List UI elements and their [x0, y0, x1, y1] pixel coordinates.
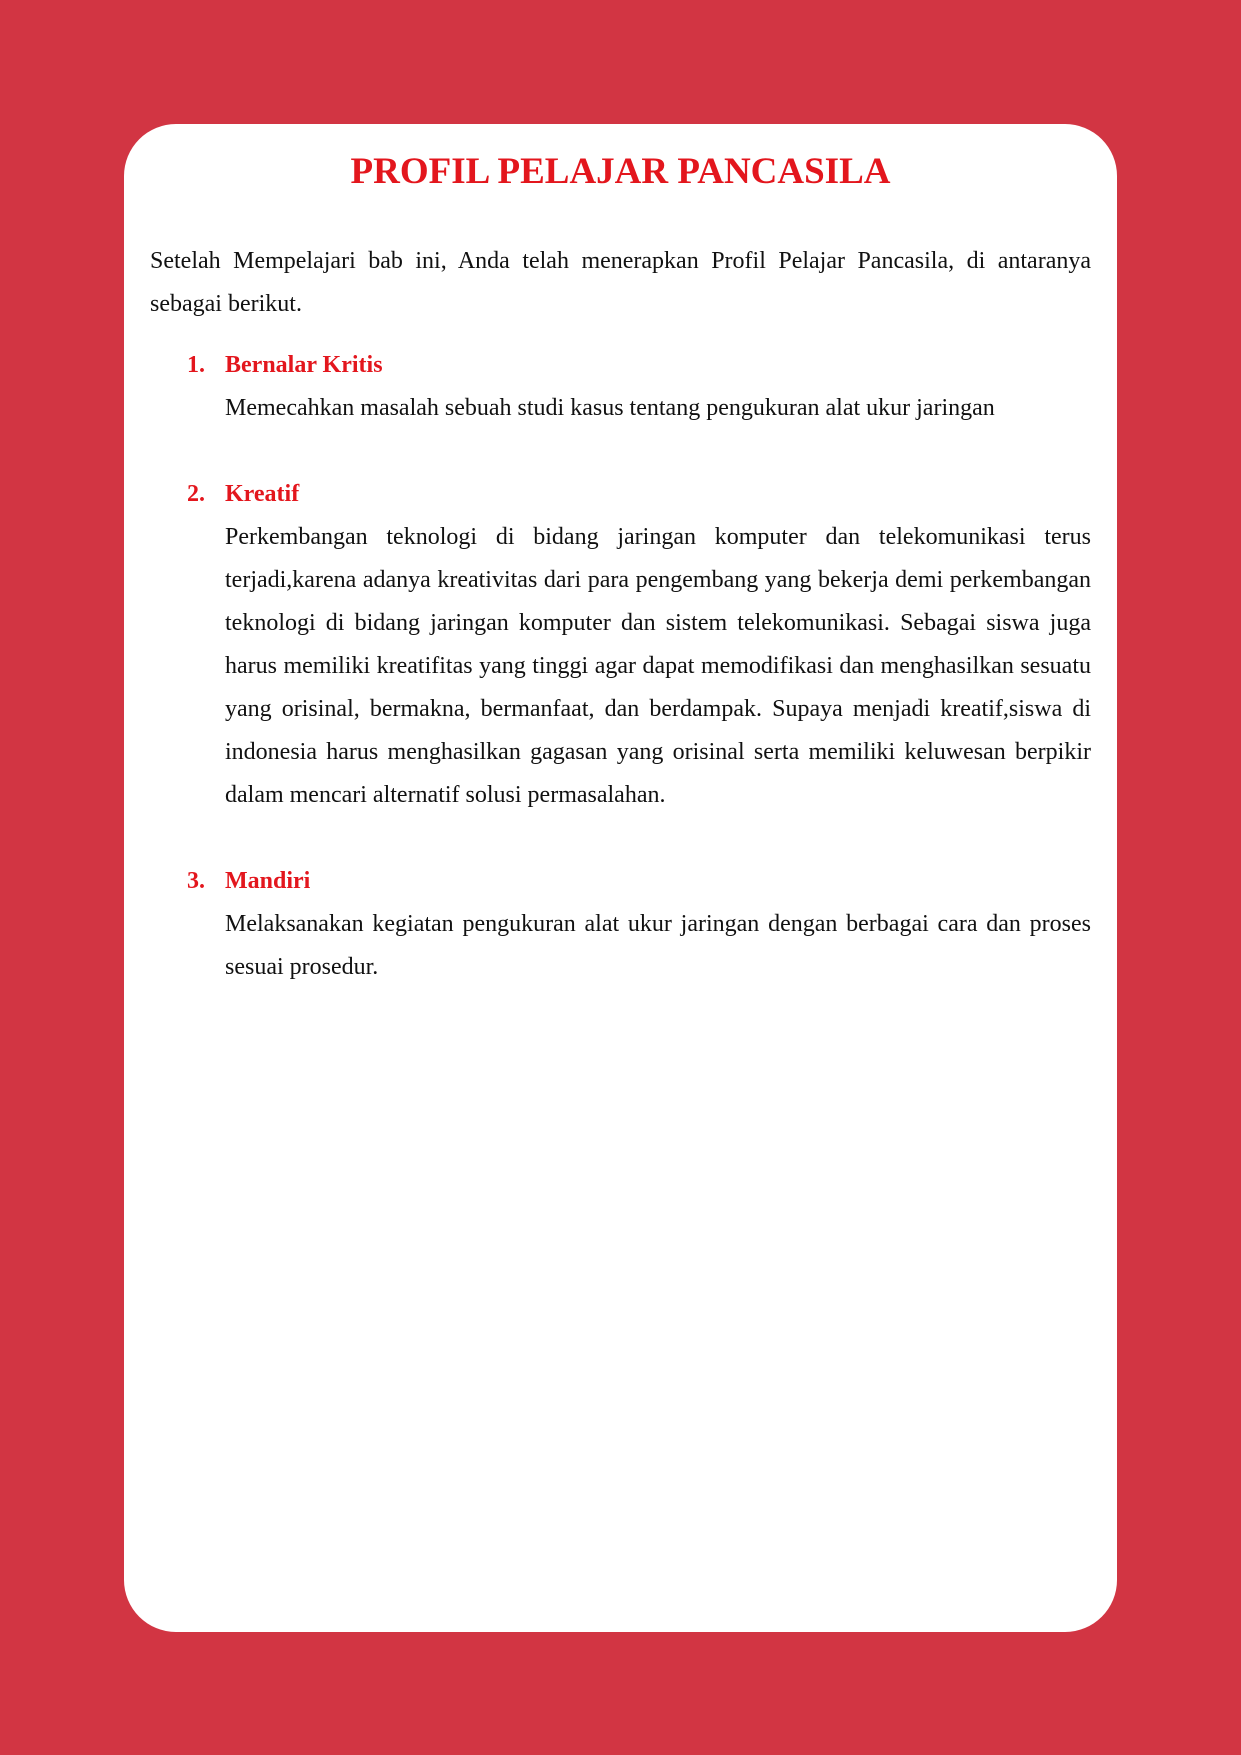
intro-paragraph: Setelah Mempelajari bab ini, Anda telah menerapkan Profil Pelajar Pancasila, di antaranya sebagai berikut. [150, 248, 1091, 317]
content-card [124, 124, 1117, 1632]
item-number: 1. [187, 352, 205, 378]
item-heading: Bernalar Kritis [225, 352, 383, 378]
profile-list [150, 344, 1091, 989]
item-number: 2. [187, 481, 205, 507]
item-heading: Mandiri [225, 868, 311, 894]
list-item [187, 473, 1091, 817]
item-text: Memecahkan masalah sebuah studi kasus tentang pengukuran alat ukur jaringan [225, 395, 995, 421]
page-title: PROFIL PELAJAR PANCASILA [350, 151, 891, 192]
item-heading: Kreatif [225, 481, 300, 507]
list-item [187, 860, 1091, 989]
list-item [187, 344, 1091, 430]
item-text: Melaksanakan kegiatan pengukuran alat ukur jaringan dengan berbagai cara dan proses sesuai prosedur. [225, 911, 1091, 980]
item-text: Perkembangan teknologi di bidang jaringan komputer dan telekomunikasi terus terjadi,karena adanya kreativitas dari para pengembang yang bekerja demi perkembangan teknologi di bidang jaringan komputer dan sistem telekomunikasi. Sebagai siswa juga harus memiliki kreatifitas yang tinggi agar dapat memodifikasi dan menghasilkan sesuatu yang orisinal, bermakna, bermanfaat, dan berdampak. Supaya menjadi kreatif,siswa di indonesia harus menghasilkan gagasan yang orisinal serta memiliki keluwesan berpikir dalam mencari alternatif solusi permasalahan. [225, 524, 1091, 808]
item-number: 3. [187, 868, 205, 894]
